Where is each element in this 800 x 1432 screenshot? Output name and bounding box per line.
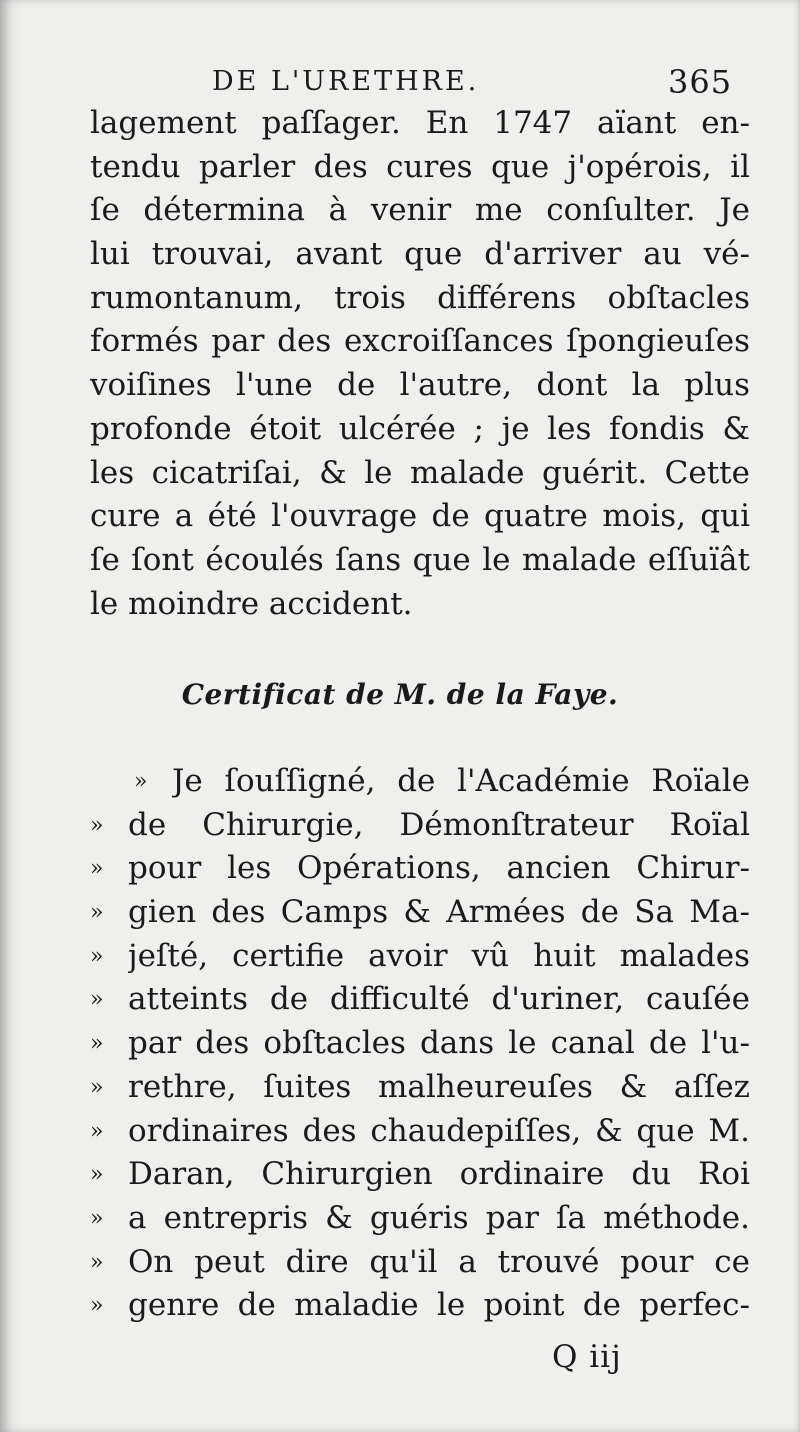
quote-mark: » [90, 1205, 104, 1231]
text-line: cure a été l'ouvrage de quatre mois, qui [90, 498, 750, 535]
quote-mark: » [90, 1249, 104, 1275]
section-title: Certificat de M. de la Faye. [181, 678, 619, 711]
text-line: profonde étoit ulcérée ; je les fondis & [90, 410, 750, 447]
text-line: le moindre accident. [90, 585, 413, 622]
quote-mark: » [134, 769, 148, 794]
quote-line [90, 1110, 750, 1154]
quote-line-text: On peut dire qu'il a trouvé pour ce [128, 1243, 750, 1280]
quote-line [90, 1197, 750, 1241]
quote-mark: » [90, 1031, 104, 1057]
quote-line [90, 847, 750, 891]
running-head: DE L'URETHRE. [212, 66, 480, 97]
quote-line-text: rethre, ſuites malheureuſes & aſſez [128, 1068, 750, 1105]
quote-line [90, 1241, 750, 1285]
quote-line [90, 1066, 750, 1110]
quote-line [90, 1284, 750, 1328]
quote-mark: » [90, 987, 104, 1013]
quote-line [90, 804, 750, 848]
quote-line [90, 1022, 750, 1066]
text-line: formés par des excroiſſances ſpongieuſes [90, 323, 750, 360]
quote-mark: » [90, 1118, 104, 1144]
quote-line-text: ordinaires des chaudepiſſes, & que M. [128, 1112, 750, 1149]
quote-line-text: Je ſouſſigné, de l'Académie Roïale [172, 763, 750, 799]
text-line: lagement paſſager. En 1747 aïant en- [90, 105, 750, 141]
quote-line [90, 978, 750, 1022]
text-line: tendu parler des cures que j'opérois, il [90, 148, 750, 185]
quote-line-text: pour les Opérations, ancien Chirur- [128, 850, 750, 887]
quote-line-text: de Chirurgie, Démonſtrateur Roïal [128, 806, 750, 843]
text-line: lui trouvai, avant que d'arriver au vé- [90, 236, 750, 273]
quote-line-text: genre de maladie le point de perfec- [128, 1287, 750, 1324]
quote-mark: » [90, 812, 104, 838]
quote-line-text: par des obſtacles dans le canal de l'u- [128, 1025, 750, 1062]
quote-line [90, 760, 750, 804]
text-line: voiſines l'une de l'autre, dont la plus [90, 367, 750, 404]
quote-mark: » [90, 943, 104, 969]
quote-line-text: gien des Camps & Armées de Sa Ma- [128, 894, 750, 931]
quote-line-text: atteints de difficulté d'uriner, cauſée [128, 981, 750, 1018]
quote-line-text: a entrepris & guéris par ſa méthode. [128, 1199, 750, 1236]
text-line: ſe ſont écoulés ſans que le malade eſſuïât [90, 541, 750, 578]
quote-line [90, 891, 750, 935]
certificate-quote [90, 760, 750, 1328]
body-paragraph [90, 102, 750, 626]
page-number: 365 [668, 63, 733, 101]
quote-line-text: Daran, Chirurgien ordinaire du Roi [128, 1156, 750, 1193]
page-header [0, 62, 800, 106]
quote-line [90, 935, 750, 979]
quote-line-text: jeſté, certifie avoir vû huit malades [128, 937, 750, 974]
quote-mark: » [90, 1162, 104, 1188]
text-line: rumontanum, trois différens obſtacles [90, 279, 750, 316]
quote-mark: » [90, 900, 104, 926]
quote-mark: » [90, 1074, 104, 1100]
quote-mark: » [90, 856, 104, 882]
quote-line [90, 1153, 750, 1197]
text-line: les cicatriſai, & le malade guérit. Cette [90, 454, 750, 491]
signature-mark: Q iij [552, 1339, 622, 1375]
quote-mark: » [90, 1293, 104, 1319]
text-line: ſe détermina à venir me conſulter. Je [90, 192, 750, 229]
